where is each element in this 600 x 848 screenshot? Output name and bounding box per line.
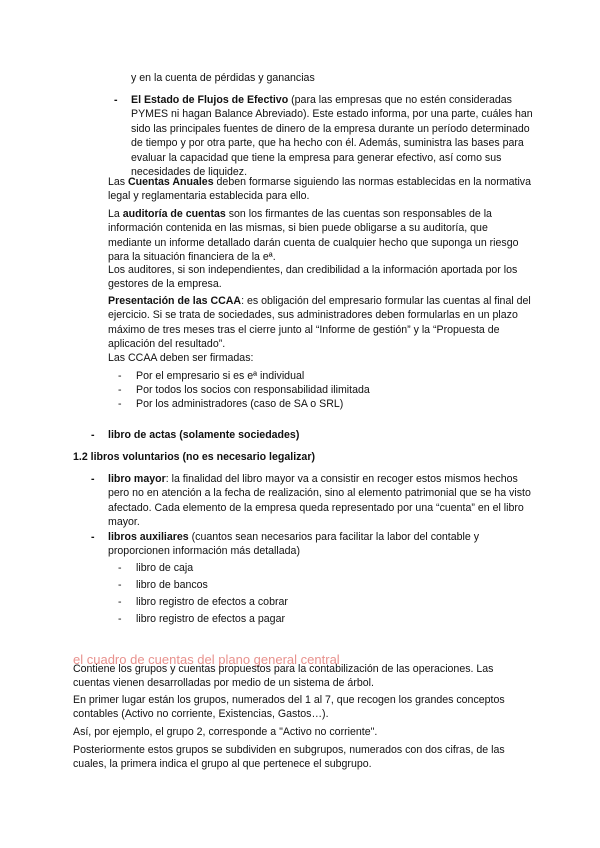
presentacion-bold: Presentación de las CCAA <box>108 295 242 307</box>
auxiliares-bullet: - <box>118 579 122 591</box>
libro-actas: libro de actas (solamente sociedades) <box>108 429 300 441</box>
efe-bullet: - <box>114 94 118 106</box>
auxiliares-bullet: - <box>118 613 122 625</box>
firmadas-bullet: - <box>118 370 122 382</box>
firmadas-item: Por el empresario si es eª individual <box>136 370 305 382</box>
cuentas-anuales-prefix: Las <box>108 176 129 188</box>
auditoria-prefix: La <box>108 208 123 220</box>
auxiliares-bullet: - <box>118 596 122 608</box>
libros-auxiliares-text: (cuantos sean necesarios para facilitar la labor del contable y proporcionen información más detallada) <box>108 531 479 558</box>
continuation-line: y en la cuenta de pérdidas y ganancias <box>131 72 315 84</box>
efe-paragraph <box>131 93 533 179</box>
auditoria-bold: auditoría de cuentas <box>122 208 226 220</box>
section-heading-1-2: 1.2 libros voluntarios (no es necesario legalizar) <box>73 451 315 463</box>
firmadas-bullet: - <box>118 384 122 396</box>
presentacion-text: : es obligación del empresario formular las cuentas al final del ejercicio. Si se trata de sociedades, sus administradores deben formularlas en un plazo máximo de tres meses tras el cierre junto al “Informe de gestión” y la “Propuesta de aplicación del resultado”. <box>108 295 531 351</box>
libro-mayor-paragraph <box>108 472 533 530</box>
libro-mayor-bold: libro mayor <box>108 473 166 485</box>
firmadas-item: Por todos los socios con responsabilidad ilimitada <box>136 384 370 396</box>
efe-text: (para las empresas que no estén consideradas PYMES ni hagan Balance Abreviado). Este estado informa, por una parte, cuáles han sido las principales fuentes de dinero de la empresa durante un período determinado de tiempo y por otra parte, que ha hecho con él. Además, suministra las bases para evaluar la capacidad que tiene la empresa para generar efectivo, así como sus necesidades de liquidez. <box>131 94 533 179</box>
auditoria-paragraph <box>108 207 533 265</box>
body-paragraph: En primer lugar están los grupos, numerados del 1 al 7, que recogen los grandes conceptos contables (Activo no corriente, Existencias, Gastos…). <box>73 694 505 721</box>
firmadas-intro: Las CCAA deben ser firmadas: <box>108 352 254 364</box>
cuentas-anuales-text: deben formarse siguiendo las normas establecidas en la normativa legal y reglamentaria establecida para ello. <box>108 176 531 203</box>
body-paragraph: Posteriormente estos grupos se subdividen en subgrupos, numerados con dos cifras, de las cuales, la primera indica el grupo al que pertenece el subgrupo. <box>73 744 505 771</box>
firmadas-item: Por los administradores (caso de SA o SRL) <box>136 398 344 410</box>
auditores-paragraph: Los auditores, si son independientes, dan credibilidad a la información aportada por los gestores de la empresa. <box>108 264 518 291</box>
libros-auxiliares-bold: libros auxiliares <box>108 531 189 543</box>
auxiliares-item: libro registro de efectos a pagar <box>136 613 285 625</box>
section-heading-cuadro-cuentas: el cuadro de cuentas del plano general central <box>73 652 340 667</box>
cuentas-anuales-paragraph <box>108 175 533 204</box>
presentacion-paragraph <box>108 294 533 352</box>
auditoria-text: son los firmantes de las cuentas son responsables de la información contenida en las mismas, si bien puede obligarse a su auditoría, que mediante un informe detallado darán cuenta de cualquier hecho que suponga un riesgo para la situación financiera de la eª. <box>108 208 519 264</box>
auxiliares-item: libro de caja <box>136 562 194 574</box>
libro-mayor-text: : la finalidad del libro mayor va a consistir en recoger estos mismos hechos pero no en atención a la fecha de realización, sino al elemento patrimonial que se ha visto afectado. Cada elemento de la empresa queda representado por una “cuenta” en el libro mayor. <box>108 473 531 529</box>
libros-auxiliares-paragraph <box>108 530 533 559</box>
auxiliares-item: libro registro de efectos a cobrar <box>136 596 288 608</box>
firmadas-bullet: - <box>118 398 122 410</box>
auxiliares-item: libro de bancos <box>136 579 208 591</box>
auxiliares-bullet: - <box>118 562 122 574</box>
body-paragraph: Así, por ejemplo, el grupo 2, corresponde a "Activo no corriente". <box>73 726 378 738</box>
cuentas-anuales-bold: Cuentas Anuales <box>128 176 214 188</box>
libros-auxiliares-bullet: - <box>91 531 95 543</box>
libro-actas-bullet: - <box>91 429 95 441</box>
body-paragraph: Contiene los grupos y cuentas propuestos para la contabilización de las operaciones. Las cuentas vienen desarrolladas por medio de un sistema de árbol. <box>73 663 494 690</box>
libro-mayor-bullet: - <box>91 473 95 485</box>
efe-title: El Estado de Flujos de Efectivo <box>131 94 289 106</box>
